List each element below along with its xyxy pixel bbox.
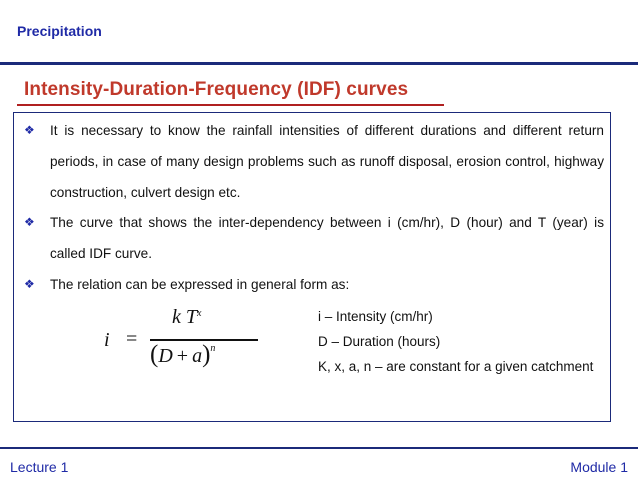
definition-item: i – Intensity (cm/hr) — [318, 309, 433, 324]
formula-numerator: k $T^x$ — [172, 306, 202, 328]
bullet-text: It is necessary to know the rainfall intensities of different durations and different return periods, in case of many design problems such as runoff disposal, erosion control, highway construction, culvert design etc. — [50, 123, 604, 200]
formula-denominator: $(D + a)^n$ — [150, 341, 216, 368]
idf-formula — [104, 306, 264, 381]
slide-title: Intensity-Duration-Frequency (IDF) curves — [24, 79, 409, 100]
diamond-bullet-icon: ❖ — [24, 277, 35, 291]
content-box — [13, 112, 611, 422]
diamond-bullet-icon: ❖ — [24, 123, 35, 137]
slide-header — [0, 0, 638, 65]
definition-item: D – Duration (hours) — [318, 334, 441, 349]
bullet-text: The curve that shows the inter-dependency between i (cm/hr), D (hour) and T (year) is called IDF curve. — [50, 215, 604, 261]
variable-definitions — [318, 308, 598, 383]
diamond-bullet-icon: ❖ — [24, 215, 35, 229]
footer-module: Module 1 — [570, 459, 628, 475]
definition-item: K, x, a, n – are constant for a given catchment — [318, 359, 594, 374]
formula-lhs: i — [104, 329, 110, 351]
formula-equals: = — [126, 328, 138, 350]
bullet-item — [24, 115, 604, 208]
bullet-item — [24, 207, 604, 269]
bullet-text: The relation can be expressed in general form as: — [50, 277, 350, 292]
bullet-item — [24, 269, 604, 300]
section-label: Precipitation — [17, 23, 102, 39]
title-underline — [17, 104, 444, 106]
footer-rule — [0, 447, 638, 449]
footer-lecture: Lecture 1 — [10, 459, 69, 475]
